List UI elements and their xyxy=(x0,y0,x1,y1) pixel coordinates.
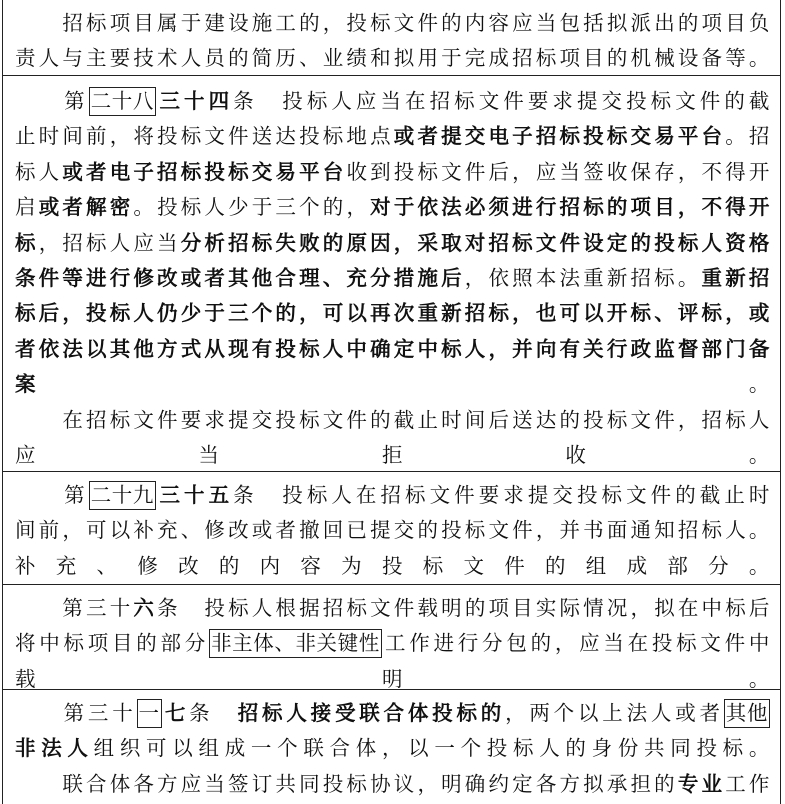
text-segment: 启 xyxy=(15,195,39,220)
text-line xyxy=(15,513,770,548)
text-segment: 第三十 xyxy=(15,596,134,620)
text-segment: 在招标文件要求提交投标文件的截止时间后送达的投标文件，招标人 xyxy=(15,407,770,432)
text-line xyxy=(15,190,770,225)
text-segment: 联合体各方应当签订共同投标协议，明确约定各方拟承担的 xyxy=(15,771,678,796)
text-segment: ，招标人应当 xyxy=(38,230,181,255)
text-segment: 条 投标人应当在招标文件要求提交投标文件的截 xyxy=(233,89,770,113)
text-segment: 责人与主要技术人员的简历、业绩和拟用于完成招标项目的机械设备等。 xyxy=(15,46,770,71)
text-segment: 条 投标人在招标文件要求提交投标文件的截止时 xyxy=(233,483,770,507)
text-line xyxy=(15,332,770,367)
law-comparison-table xyxy=(2,0,781,804)
text-line xyxy=(15,591,770,626)
text-segment: 条 投标人根据招标文件载明的项目实际情况，拟在中标后 xyxy=(157,596,771,620)
amended-text: 非法人 xyxy=(15,736,94,761)
text-segment: 将中标项目的部分 xyxy=(15,631,210,656)
text-segment: 标人 xyxy=(15,159,63,184)
amended-text: 标后，投标人仍少于三个的，可以再次重新招标，也可以开标、评标，或 xyxy=(15,301,770,326)
text-line xyxy=(15,261,770,296)
deleted-text-box: 二十九 xyxy=(89,481,156,510)
text-segment: 止时间前，将投标文件送达投标地点 xyxy=(15,124,394,149)
text-segment: 工作 xyxy=(725,771,770,796)
text-line xyxy=(15,478,770,513)
table-cell-article-27-cont xyxy=(3,0,780,76)
deleted-text-box: 其他 xyxy=(724,699,770,728)
text-segment: ，两个以上法人或者 xyxy=(505,701,724,725)
text-segment: 第三十 xyxy=(15,701,137,725)
amended-text: 七 xyxy=(161,701,190,725)
text-line xyxy=(15,767,770,802)
table-cell-article-36 xyxy=(3,585,780,690)
text-segment: 第 xyxy=(15,483,89,507)
text-line xyxy=(15,662,770,697)
text-line xyxy=(15,41,770,76)
text-line xyxy=(15,731,770,766)
text-segment: ，依照本法重新招标。 xyxy=(464,265,702,290)
text-segment: 收到投标文件后，应当签收保存，不得开 xyxy=(346,159,771,184)
text-line xyxy=(15,438,770,473)
text-segment: 。 xyxy=(748,372,770,397)
text-line xyxy=(15,155,770,190)
amended-text: 或者解密 xyxy=(38,195,134,220)
amended-text: 者依法以其他方式从现有投标人中确定中标人，并向有关行政监督部门备 xyxy=(15,336,770,361)
text-segment: 。投标人少于三个的， xyxy=(133,195,371,220)
text-line xyxy=(15,367,770,402)
deleted-text-box: 二十八 xyxy=(89,87,156,116)
text-segment: 工作进行分包的，应当在投标文件中 xyxy=(381,631,770,656)
text-line xyxy=(15,226,770,261)
text-line xyxy=(15,626,770,661)
text-line xyxy=(15,403,770,438)
table-cell-article-35 xyxy=(3,472,780,585)
deleted-text-box: 一 xyxy=(137,699,162,728)
table-cell-article-34 xyxy=(3,76,780,472)
amended-text: 对于依法必须进行招标的项目，不得开 xyxy=(370,195,771,220)
deleted-text-box: 非主体、非关键性 xyxy=(209,629,382,658)
text-segment: 间前，可以补充、修改或者撤回已提交的投标文件，并书面通知招标人。 xyxy=(15,518,770,543)
text-line xyxy=(15,696,770,731)
text-segment: 组织可以组成一个联合体，以一个投标人的身份共同投标。 xyxy=(93,736,770,761)
amended-text: 专业 xyxy=(677,771,726,796)
text-segment: 应当拒收。 xyxy=(15,442,770,467)
text-segment: 第 xyxy=(15,89,89,113)
text-segment: 载明。 xyxy=(15,666,770,691)
text-segment: 补充、修改的内容为投标文件的组成部分。 xyxy=(15,553,770,578)
amended-text: 案 xyxy=(15,372,749,397)
text-segment: 招标项目属于建设施工的，投标文件的内容应当包括拟派出的项目负 xyxy=(15,11,770,35)
text-segment: 。招 xyxy=(725,124,770,149)
amended-text: 标 xyxy=(15,230,39,255)
amended-text: 三十四 xyxy=(156,89,234,113)
text-line xyxy=(15,296,770,331)
amended-text: 重新招 xyxy=(701,265,770,290)
amended-text: 分析招标失败的原因，采取对招标文件设定的投标人资格 xyxy=(180,230,770,255)
amended-text: 或者提交电子招标投标交易平台 xyxy=(393,124,726,149)
amended-text: 条件等进行修改或者其他合理、充分措施后 xyxy=(15,265,465,290)
text-segment: 条 xyxy=(189,701,238,725)
text-line xyxy=(15,84,770,119)
text-line xyxy=(15,549,770,584)
table-cell-article-37 xyxy=(3,690,780,804)
amended-text: 六 xyxy=(133,596,158,620)
amended-text: 或者电子招标投标交易平台 xyxy=(62,159,347,184)
text-line xyxy=(15,6,770,41)
text-line xyxy=(15,119,770,154)
amended-text: 三十五 xyxy=(156,483,234,507)
amended-text: 招标人接受联合体投标的 xyxy=(237,701,506,725)
